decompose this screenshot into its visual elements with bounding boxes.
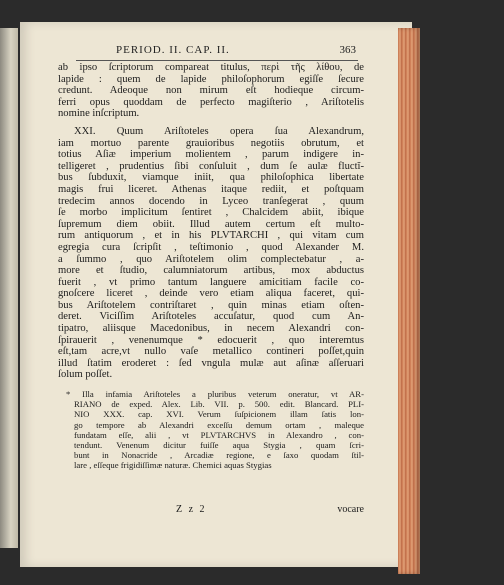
text-line: ſe morbo implicitum ſentiret , Chalcidem abiit, ibique [58, 207, 364, 219]
text-line: a ſummo , quo Ariſtotelem olim complectebatur , a- [58, 253, 364, 265]
text-line: egregia cura ſcripſit , teſtimonio , quod Alexander M. [58, 241, 364, 253]
running-title: PERIOD. II. CAP. II. [116, 44, 230, 56]
catchword: vocare [337, 504, 364, 515]
text-line: ſpirauerit , venenumque * edocuerit , quo interemtus [58, 334, 364, 346]
text-line: magis frui liceret. Athenas itaque rediit, et poſtquam [58, 183, 364, 195]
text-line: XXI. Quum Ariſtoteles opera ſua Alexandrum, [74, 125, 364, 137]
text-line: credunt. Adeoque non mirum eſt hodieque circum- [58, 85, 364, 97]
running-header [96, 44, 356, 58]
footnote-line: RIANO de exped. Alex. Lib. VII. p. 500. edit. Blancard. PLI- [74, 399, 364, 410]
page-footer [58, 504, 364, 516]
footnote-line: fundatam eſſe, alii , vt PLVTARCHVS in Alexandro , con- [74, 429, 364, 440]
text-line: ab ipso ſcriptorum compareat titulus, περὶ τῆς λίθου, de [58, 62, 364, 73]
footnote-line: lare , eſſeque frigidiſſimæ naturæ. Chemici aquas Stygias [74, 460, 272, 471]
text-line: illud ſtatim eroderet : ſed vngula mulæ aut aſinæ aſſeruari [58, 357, 364, 369]
text-line: totius Aſiæ imperium molientem , parum indigere in- [58, 149, 364, 161]
text-line: rum antiquorum , et in his PLVTARCHI , qui vitam cum [58, 230, 364, 242]
text-line: iam mortuo parente grauioribus negotiis obrutum, et [58, 137, 364, 149]
text-line: tredecim annos docendo in Lyceo tranſegerat , quum [58, 195, 364, 207]
signature-mark: Z z 2 [176, 504, 207, 515]
text-line: ſolum poſſet. [58, 369, 113, 381]
text-line: lapide : quem de lapide philoſophorum egiſſe ſecure [58, 73, 364, 85]
text-line: eſt,tam acre,vt nullo vaſe metallico contineri poſſet,quin [58, 346, 364, 358]
text-line: tipatro, aliisque Macedonibus, in necem Alexandri con- [58, 323, 364, 335]
text-line: bus ſubduxit, viamque iniit, qua philoſophica libertate [58, 172, 364, 184]
text-line: gnoſcere liceret , deinde vero etiam aliqua faceret, qui- [58, 288, 364, 300]
footnote-line: NIO XXX. cap. XVI. Verum ſuſpicionem illam ſatis lon- [74, 409, 364, 420]
text-line: more et ſtudio, calumniatorum artibus, mox abductus [58, 265, 364, 277]
previous-page-edge [0, 28, 18, 548]
text-line: deret. Viciſſim Ariſtoteles accuſatur, quod cum An- [58, 311, 364, 323]
text-line: fuerit , vt primo tantum languere amicitiam facile co- [58, 276, 364, 288]
footnote-line: go tempore ab Alexandri exceſſu demum ortam , maleque [74, 419, 364, 430]
footnote-line: * Illa infamia Ariſtoteles a pluribus veterum oneratur, vt AR- [66, 389, 364, 399]
text-line: ferri opus quoddam de perfecto magiſterio , Ariſtotelis [58, 96, 364, 108]
text-line: ſupremum diem obiit. Illud autem certum eſt multo- [58, 218, 364, 230]
page-stack-edge [398, 28, 420, 574]
header-rule [76, 60, 358, 61]
footnote-line: tendunt. Venenum dicitur fuiſſe aqua Stygia , quam ſcri- [74, 439, 364, 450]
main-text [58, 62, 364, 381]
footnote-line: bunt in Nonacride , Arcadiæ regione, e ſaxo quodam ſtil- [74, 450, 364, 461]
text-line: nomine inſcriptum. [58, 108, 140, 120]
page-number: 363 [339, 44, 356, 56]
footnote [62, 389, 364, 471]
text-line: bus Ariſtotelem contriſtaret , quin minas etiam oſten- [58, 299, 364, 311]
text-line: telligeret , prudentius ſibi conſuluit , dum ſe aulæ fluctĭ- [58, 160, 364, 172]
